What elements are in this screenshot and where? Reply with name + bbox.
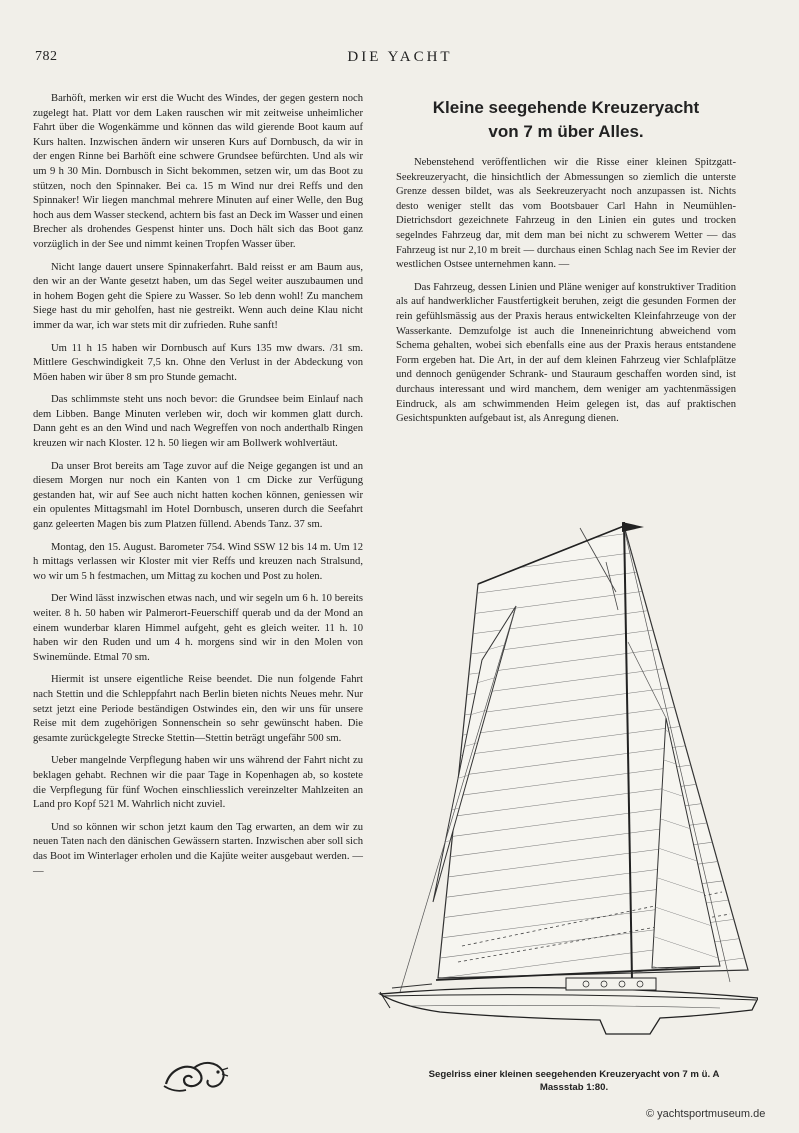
left-text-column [33,92,363,887]
cabin [566,978,656,990]
article-title-line-2: von 7 m über Alles. [488,122,644,141]
paragraph: Hiermit ist unsere eigentliche Reise beendet. Die nun folgende Fahrt nach Stettin und die Schleppfahrt nach Berlin bieten nichts Neues mehr. Nur setzt jetzt eine Periode beständigen Ostwindes ein, den wir uns für unsere Reise mit dem zugehörigen Sonnenschein so sehr gewünscht haben. Die gesamte zurückgelegte Strecke Stettin—Stettin beträgt ungefähr 500 sm. [33,674,363,744]
article-column [396,96,736,435]
paragraph: Da unser Brot bereits am Tage zuvor auf die Neige gegangen ist und an diesem Morgen nur noch ein Kanten von 1 cm Dicke zur Verfügung gestanden hat, wir auf See auch nicht hatten kochen können, geniessen wir ein opulentes Mittagsmahl im Hotel Dornbusch, unseren durch die Seefahrt ganz geleerten Magen bis zum Platzen füllend. Abends Tanz. 37 sm. [33,460,363,531]
paragraph: Montag, den 15. August. Barometer 754. Wind SSW 12 bis 14 m. Um 12 h mittags verlassen wir Kloster mit vier Reffs und kreuzen nach Stralsund, wo wir um 5 h festmachen, um Mittag zu kochen und Post zu holen. [33,541,363,582]
paragraph: Der Wind lässt inzwischen etwas nach, und wir segeln um 6 h. 10 bereits weiter. 8 h. 50 haben wir Palmerort-Feuerschiff querab und da der Mond an einem wunderbar klaren Himmel aufgeht, geht es gleich weiter. 11 h. 10 haben wir den Ruden und um 4 h. morgens sind wir in den Molen von Swinemünde. Etmal 70 sm. [33,593,363,663]
sea-dragon-ornament-icon [160,1050,230,1098]
paragraph: Und so können wir schon jetzt kaum den Tag erwarten, an dem wir zu neuen Taten nach den dänischen Gewässern starten. Inzwischen aber soll sich das Boot im Winterlager erholen und die Kajüte weiter ausgebaut werden. — — [33,821,363,877]
paragraph: Das Fahrzeug, dessen Linien und Pläne weniger auf konstruktiver Tradition als auf handwerklicher Faustfertigkeit beruhen, zeigt die gesunden Formen der rein gefühlsmässig aus der Praxis heraus entwickelten Kleinfahrzeuge von der Wasserkante. Demzufolge ist auch die Inneneinrichtung abweichend vom Schema gehalten, wobei sich ebenfalls eine aus der Praxis heraus entstandene Form ergeben hat. Die Art, in der auf dem kleinen Fahrzeug vier Schlafplätze und dennoch genügender Schrank- und Stauraum geschaffen worden sind, ist durchaus interessant und wird manchem, dem weniger am yachtenmässigen Eindruck, als am schwimmenden Heim gelegen ist, das auf praktischen Gesichtspunkten aufgebaut ist, als Anregung dienen. [396,281,736,425]
paragraph: Um 11 h 15 haben wir Dornbusch auf Kurs 135 mw dwars. /31 sm. Mittlere Geschwindigkeit 7,5 kn. Ohne den Verlust in der Abdeckung von Möen haben wir über 8 sm pro Stunde gemacht. [33,342,363,383]
sail-plan-svg [370,522,758,1042]
figure-caption [392,1069,756,1094]
caption-title: Segelriss einer kleinen seegehenden Kreuzeryacht von 7 m ü. A [428,1069,720,1080]
paragraph: Das schlimmste steht uns noch bevor: die Grundsee beim Einlauf nach dem Libben. Bange Minuten verleben wir, doch wir kommen glatt durch. Dann geht es an den Wind und nach Wegreffen von noch anderthalb Ringen kreuzen wir nach Kloster. 12 h. 50 liegen wir am Bollwerk wohlvertäut. [33,394,363,450]
paragraph: Ueber mangelnde Verpflegung haben wir uns während der Fahrt nicht zu beklagen gehabt. Rechnen wir die paar Tage in Kopenhagen ab, so kostete die Verpflegung für fünf Wochen einschliesslich vereinzelter Mahlzeiten an Land pro Kopf 521 M. Wahrlich nicht zuviel. [33,755,363,811]
page-number: 782 [35,49,58,64]
pennant-flag [622,522,644,532]
paragraph: Barhöft, merken wir erst die Wucht des Windes, der gegen gestern noch zugelegt hat. Platt vor dem Laken rauschen wir mit zeitweise unheimlicher Fahrt über die Wogenkämme und können das wild gierende Boot kaum auf Kurs halten. Inzwischen ändern wir unseren Kurs auf Dornbusch, da wir in der engen Rinne bei Barhöft eine schwere Grundsee befürchten. Und als wir um 9 h 30 Min. Dornbusch in Sicht bekommen, setzen wir, um das Boot zu stützen, noch den Spinnaker. Bei ca. 15 m Wind nur drei Reffs und den Spinnaker! Wir liegen manchmal mehrere Minuten auf einer Welle, den Bug hoch aus dem Wasser steckend, achtern bis fast an Deck im Wasser und einen Brecher als drohendes Gespenst hinter uns. Doch hält sich das Boot ganz vorzüglich in der See und nimmt keinen Tropfen Wasser über. [33,93,363,250]
running-title: DIE YACHT [347,49,453,65]
article-title-line-1: Kleine seegehende Kreuzeryacht [432,98,700,117]
article-title [396,96,736,144]
paragraph: Nicht lange dauert unsere Spinnakerfahrt. Bald reisst er am Baum aus, den wir an der Wante gesetzt haben, um das Segel weiter auszubaumen und in hohem Bogen geht die Spiere zu Wasser. So leb denn wohl! Zu manchem Siege hast du mir geholfen, hast nie gestreikt. Wenn auch deine Klau nicht immer da war, ich war stets mit dir zufrieden. Ruhe sanft! [33,261,363,331]
copyright-watermark: © yachtsportmuseum.de [646,1108,766,1120]
sail-plan-drawing-icon [370,522,758,1042]
paragraph: Nebenstehend veröffentlichen wir die Risse einer kleinen Spitzgatt-Seekreuzeryacht, die hinsichtlich der Abmessungen so ziemlich die unterste Grenze dessen bildet, was als Seekreuzeryacht noch anzupassen ist. Nichts desto weniger stellt das vom Bootsbauer Carl Hahn in Neumühlen-Dietrichsdort gezeichnete Fahrzeug in den Linien ein gutes und trocken segelndes Fahrzeug dar, mit dem man bei nicht zu schwerem Wetter — das Fahrzeug ist nur 2,10 m breit — durchaus einen Schlag nach See im Revier der westlichen Ostsee unternehmen kann. — [396,157,736,271]
caption-scale: Massstab 1:80. [539,1082,609,1093]
article-body [396,156,736,427]
